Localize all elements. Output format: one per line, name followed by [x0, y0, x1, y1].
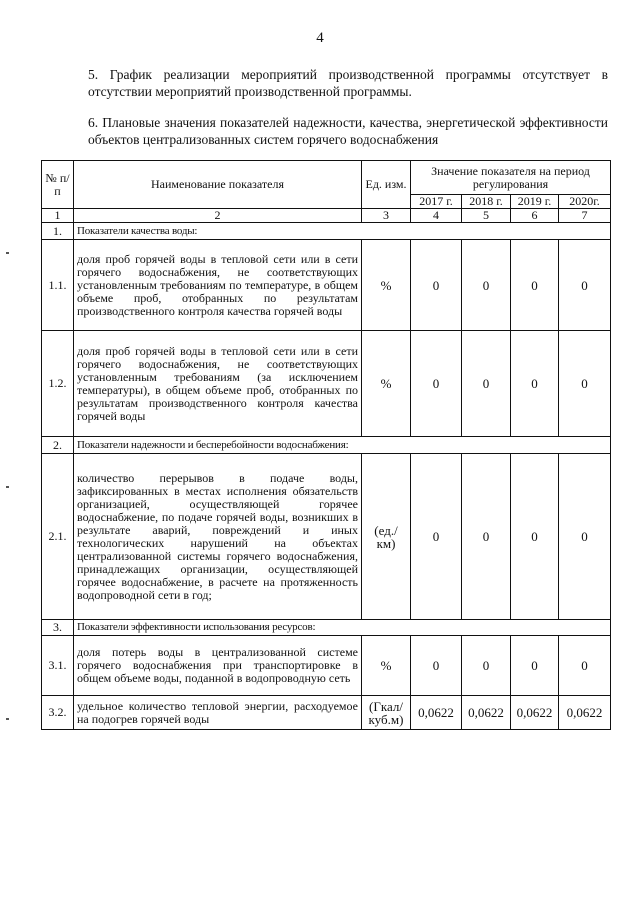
page-number: 4: [316, 30, 324, 46]
row-unit: %: [362, 240, 411, 331]
row-unit: (Гкал/ куб.м): [362, 696, 411, 730]
row-name: удельное количество тепловой энергии, расходуемое на подогрев горячей воды: [74, 696, 362, 730]
header-year: 2020г.: [559, 195, 611, 209]
section-title: Показатели качества воды:: [74, 223, 611, 240]
section-num: 2.: [42, 437, 74, 454]
margin-mark: [6, 252, 9, 254]
indicators-table: [41, 160, 611, 730]
row-name: доля потерь воды в централизованной системе горячего водоснабжения при транспортировке в общем объеме воды, поданной в водопроводную сеть: [74, 636, 362, 696]
row-name: доля проб горячей воды в тепловой сети или в сети горячего водоснабжения, не соответствующих установленным требованиям по температуре, в общем объеме проб, отобранных по результатам производственного контроля качества горячей воды: [74, 240, 362, 331]
header-unit: Ед. изм.: [362, 161, 411, 209]
row-unit: %: [362, 636, 411, 696]
row-num: 2.1.: [42, 454, 74, 620]
row-unit: %: [362, 331, 411, 437]
row-value: 0: [462, 331, 511, 437]
section-title: Показатели эффективности использования ресурсов:: [74, 620, 611, 636]
row-name: количество перерывов в подаче воды, зафиксированных в местах исполнения обязательств организацией, осуществляющей горячее водоснабжение, по подаче горячей воды, возникших в результате аварий, повреждений и иных технологических нарушений на объектах централизованной системы горячего водоснабжения, принадлежащих организации, осуществляющей горячее водоснабжение, в расчете на протяженность водопроводной сети в год;: [74, 454, 362, 620]
row-value: 0,0622: [559, 696, 611, 730]
row-value: 0: [559, 454, 611, 620]
table-row: [42, 696, 611, 730]
column-number: 7: [559, 209, 611, 223]
table-header-row: [42, 161, 611, 195]
row-value: 0: [559, 240, 611, 331]
section-num: 3.: [42, 620, 74, 636]
row-value: 0: [411, 240, 462, 331]
section-row-quality: [42, 223, 611, 240]
paragraph-5: 5. График реализации мероприятий производственной программы отсутствует в отсутствии мероприятий производственной программы.: [88, 67, 608, 99]
column-number: 3: [362, 209, 411, 223]
column-number: 4: [411, 209, 462, 223]
column-numbers-row: [42, 209, 611, 223]
column-number: 5: [462, 209, 511, 223]
section-row-reliability: [42, 437, 611, 454]
row-value: 0: [559, 636, 611, 696]
column-number: 1: [42, 209, 74, 223]
row-value: 0: [511, 636, 559, 696]
header-year: 2018 г.: [462, 195, 511, 209]
table-row: [42, 331, 611, 437]
section-num: 1.: [42, 223, 74, 240]
indicators-table-wrapper: [41, 160, 610, 730]
row-num: 3.2.: [42, 696, 74, 730]
row-num: 3.1.: [42, 636, 74, 696]
row-value: 0,0622: [511, 696, 559, 730]
row-value: 0: [411, 636, 462, 696]
column-number: 6: [511, 209, 559, 223]
row-num: 1.2.: [42, 331, 74, 437]
row-value: 0: [462, 636, 511, 696]
row-value: 0,0622: [411, 696, 462, 730]
row-value: 0: [462, 454, 511, 620]
row-num: 1.1.: [42, 240, 74, 331]
section-row-efficiency: [42, 620, 611, 636]
row-value: 0,0622: [462, 696, 511, 730]
row-value: 0: [559, 331, 611, 437]
section-title: Показатели надежности и бесперебойности водоснабжения:: [74, 437, 611, 454]
column-number: 2: [74, 209, 362, 223]
row-value: 0: [411, 454, 462, 620]
header-year: 2019 г.: [511, 195, 559, 209]
row-value: 0: [511, 454, 559, 620]
header-period: Значение показателя на период регулирования: [411, 161, 611, 195]
row-value: 0: [462, 240, 511, 331]
row-value: 0: [511, 331, 559, 437]
row-unit: (ед./ км): [362, 454, 411, 620]
header-year: 2017 г.: [411, 195, 462, 209]
header-name: Наименование показателя: [74, 161, 362, 209]
margin-mark: [6, 486, 9, 488]
table-row: [42, 636, 611, 696]
table-row: [42, 240, 611, 331]
row-value: 0: [411, 331, 462, 437]
header-num: № п/п: [42, 161, 74, 209]
row-name: доля проб горячей воды в тепловой сети или в сети горячего водоснабжения, не соответствующих установленным требованиям (за исключением температуры), в общем объеме проб, отобранных по результатам производственного контроля качества горячей воды: [74, 331, 362, 437]
paragraph-6: 6. Плановые значения показателей надежности, качества, энергетической эффективности объектов централизованных систем горячего водоснабжения: [88, 115, 608, 147]
margin-mark: [6, 718, 9, 720]
row-value: 0: [511, 240, 559, 331]
table-row: [42, 454, 611, 620]
